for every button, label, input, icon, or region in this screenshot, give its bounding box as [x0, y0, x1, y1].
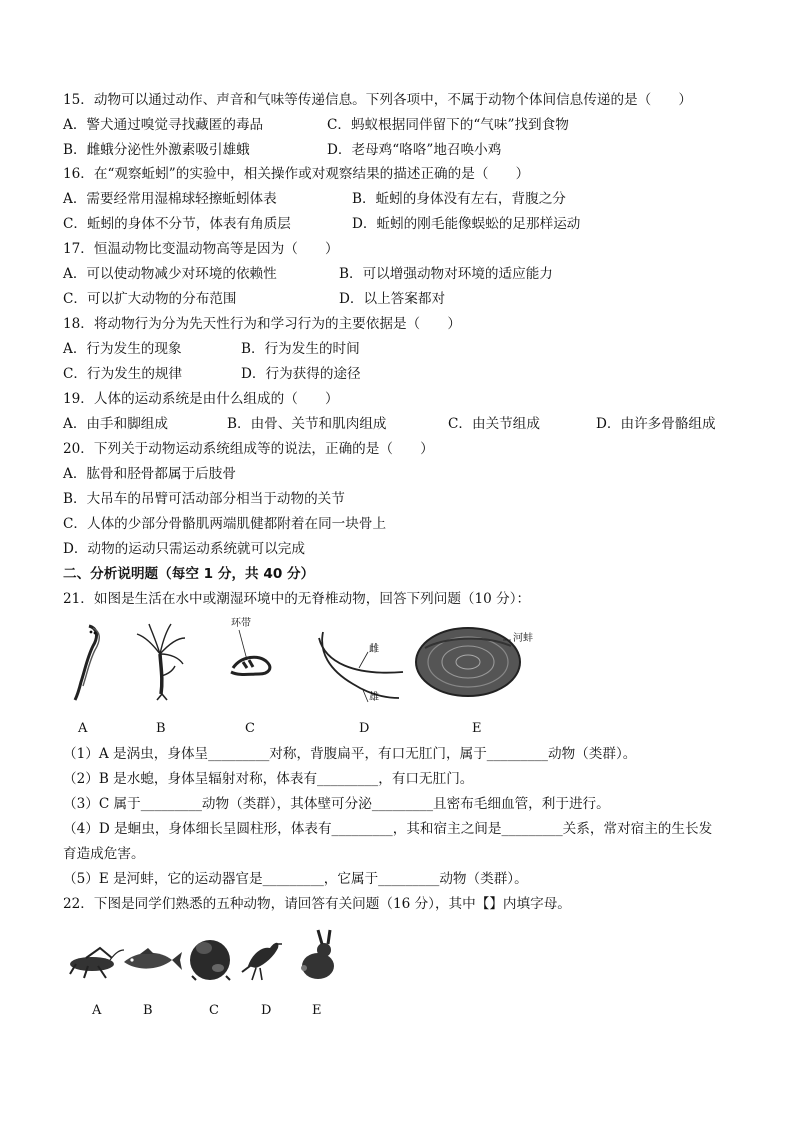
q17-stem: 17．恒温动物比变温动物高等是因为（ ）: [63, 241, 339, 257]
q20-option-d: D．动物的运动只需运动系统就可以完成: [63, 541, 305, 557]
q21-sub-1: （1）A 是涡虫，身体呈_________对称，背腹扁平，有口无肛门，属于_________动物（类群）。: [63, 746, 637, 762]
bird-drawing: [242, 943, 282, 980]
roundworm-drawing: [319, 632, 403, 702]
q18-option-b: B．行为发生的时间: [241, 341, 360, 357]
q17-option-a: A．可以使动物减少对环境的依赖性: [63, 266, 277, 282]
q16-option-c: C．蚯蚓的身体不分节，体表有角质层: [63, 216, 291, 232]
q21-fig-label-d: D: [359, 721, 370, 736]
q21-figure: [63, 618, 543, 708]
label-clam: 河蚌: [513, 633, 533, 644]
planarian-drawing: [75, 626, 99, 700]
q21-sub-5: （5）E 是河蚌，它的运动器官是_________，它属于_________动物（类群）。: [63, 871, 528, 887]
q22-stem: 22．下图是同学们熟悉的五种动物，请回答有关问题（16 分），其中【】内填字母。: [63, 896, 571, 912]
q15-option-b: B．雌蛾分泌性外激素吸引雄蛾: [63, 142, 250, 158]
q16-option-a: A．需要经常用湿棉球轻擦蚯蚓体表: [63, 191, 277, 207]
q21-fig-label-b: B: [156, 721, 166, 736]
q22-figure: [66, 928, 338, 984]
label-clitellum: 环带: [231, 618, 251, 629]
q15-option-d: D．老母鸡“咯咯”地召唤小鸡: [327, 142, 502, 158]
q15-option-c: C．蚂蚁根据同伴留下的“气味”找到食物: [327, 117, 569, 133]
label-female: 雌: [369, 644, 379, 655]
q19-option-b: B．由骨、关节和肌肉组成: [227, 416, 387, 432]
q21-sub-4-cont: 育造成危害。: [63, 846, 145, 862]
grasshopper-drawing: [70, 948, 124, 978]
q20-stem: 20．下列关于动物运动系统组成等的说法，正确的是（ ）: [63, 441, 434, 457]
q18-option-c: C．行为发生的规律: [63, 366, 183, 382]
hydra-drawing: [137, 624, 185, 700]
q20-option-a: A．肱骨和胫骨都属于后肢骨: [63, 466, 236, 482]
q21-sub-2: （2）B 是水螅，身体呈辐射对称，体表有_________，有口无肛门。: [63, 771, 474, 787]
q22-fig-label-c: C: [209, 1003, 219, 1018]
q19-option-a: A．由手和脚组成: [63, 416, 168, 432]
q19-option-c: C．由关节组成: [448, 416, 540, 432]
q19-stem: 19．人体的运动系统是由什么组成的（ ）: [63, 391, 339, 407]
rabbit-drawing: [301, 930, 334, 979]
section-2-heading: 二、分析说明题（每空 1 分，共 40 分）: [63, 566, 315, 582]
q21-fig-label-a: A: [78, 721, 88, 736]
q18-option-d: D．行为获得的途径: [241, 366, 361, 382]
q17-option-b: B．可以增强动物对环境的适应能力: [339, 266, 553, 282]
q17-option-c: C．可以扩大动物的分布范围: [63, 291, 237, 307]
q18-stem: 18．将动物行为分为先天性行为和学习行为的主要依据是（ ）: [63, 316, 461, 332]
q16-option-b: B．蚯蚓的身体没有左右，背腹之分: [352, 191, 566, 207]
clam-drawing: [416, 628, 520, 696]
q20-option-b: B．大吊车的吊臂可活动部分相当于动物的关节: [63, 491, 345, 507]
q21-sub-4: （4）D 是蛔虫，身体细长呈圆柱形，体表有_________，其和宿主之间是_________关系，常对宿主的生长发: [63, 821, 713, 837]
q22-fig-label-e: E: [312, 1003, 322, 1018]
q17-option-d: D．以上答案都对: [339, 291, 446, 307]
q16-stem: 16．在“观察蚯蚓”的实验中，相关操作或对观察结果的描述正确的是（ ）: [63, 166, 530, 182]
q21-stem: 21．如图是生活在水中或潮湿环境中的无脊椎动物，回答下列问题（10 分）：: [63, 591, 531, 607]
q20-option-c: C．人体的少部分骨骼肌两端肌健都附着在同一块骨上: [63, 516, 387, 532]
q22-fig-label-b: B: [143, 1003, 153, 1018]
earthworm-drawing: [231, 630, 270, 675]
q21-fig-label-c: C: [245, 721, 255, 736]
q15-stem: 15．动物可以通过动作、声音和气味等传递信息。下列各项中，不属于动物个体间信息传递的是（ ）: [63, 92, 693, 108]
q21-sub-3: （3）C 属于_________动物（类群），其体壁可分泌_________且密布毛细血管，利于进行。: [63, 796, 610, 812]
q15-option-a: A．警犬通过嗅觉寻找藏匿的毒品: [63, 117, 264, 133]
q21-fig-label-e: E: [472, 721, 482, 736]
q22-fig-label-d: D: [261, 1003, 272, 1018]
q18-option-a: A．行为发生的现象: [63, 341, 182, 357]
frog-drawing: [190, 940, 230, 980]
fish-drawing: [124, 948, 182, 970]
q19-option-d: D．由许多骨骼组成: [596, 416, 716, 432]
label-male: 雄: [369, 692, 379, 703]
q22-fig-label-a: A: [92, 1003, 102, 1018]
q16-option-d: D．蚯蚓的刚毛能像蜈蚣的足那样运动: [352, 216, 581, 232]
